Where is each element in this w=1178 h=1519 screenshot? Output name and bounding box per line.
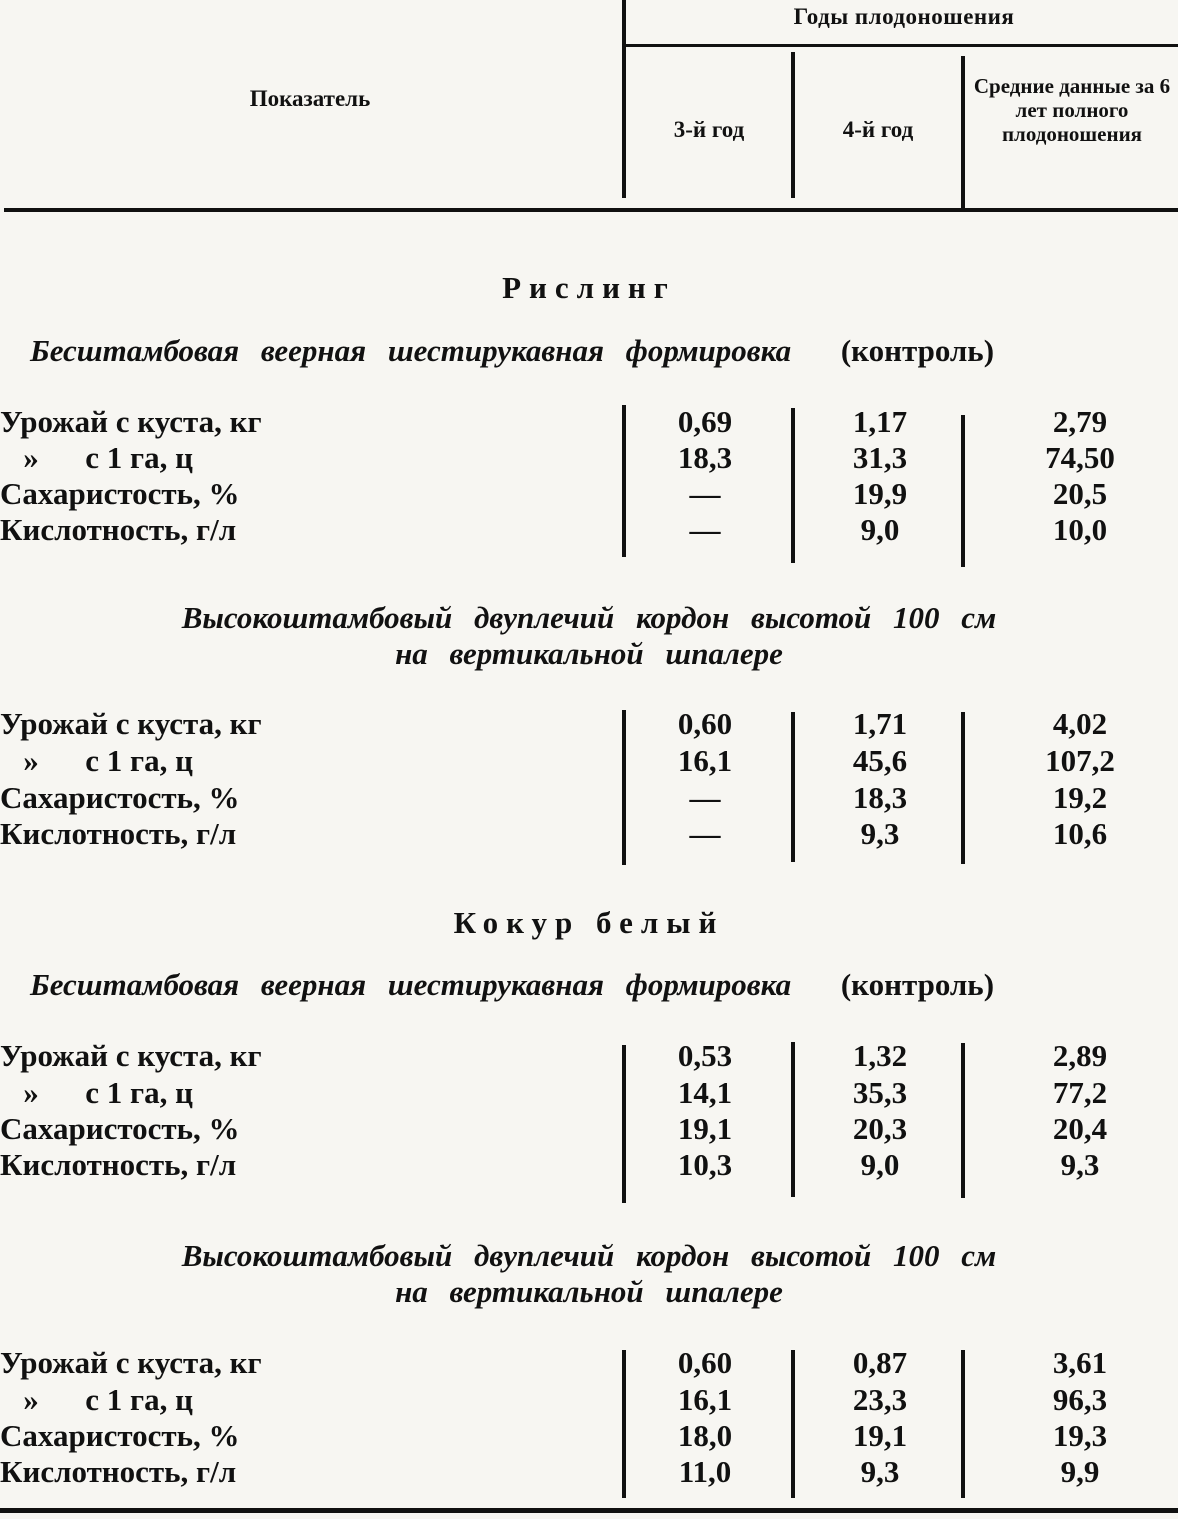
cell-average: 20,5 [1052,476,1108,511]
table-row [0,1454,1178,1490]
cell-average: 2,89 [1052,1038,1108,1073]
header-divider-2 [961,56,965,208]
cell-4th-year: 45,6 [852,743,908,778]
row-label: » с 1 га, ц [0,1382,193,1417]
table-row [0,816,1178,852]
cell-4th-year: 9,0 [860,1147,900,1182]
cell-4th-year: 19,1 [852,1418,908,1453]
row-label: Сахаристость, % [0,1418,240,1453]
subsection-title [30,967,1178,1003]
variety-title-riesling: Рислинг [502,270,676,305]
cell-3rd-year: 10,3 [677,1147,733,1182]
col-3rd-year-header: 3-й год [673,117,745,142]
subsection-title-suffix: (контроль) [840,333,995,368]
table-row [0,1345,1178,1381]
cell-4th-year: 1,32 [852,1038,908,1073]
cell-3rd-year: 19,1 [677,1111,733,1146]
header-subrule [624,44,1178,47]
row-label: Урожай с куста, кг [0,706,262,741]
cell-3rd-year: 0,69 [677,404,733,439]
table-row [0,743,1178,779]
row-label: Урожай с куста, кг [0,1038,262,1073]
table-row [0,1038,1178,1074]
cell-3rd-year: 16,1 [677,1382,733,1417]
table-bottom-rule [0,1508,1178,1513]
cell-3rd-year: — [689,780,721,815]
header-divider-1 [791,52,795,198]
row-label: Кислотность, г/л [0,1147,237,1182]
row-label: Урожай с куста, кг [0,1345,262,1380]
subsection-title [0,600,1178,672]
years-group-header: Годы плодоношения [793,4,1015,29]
table-row [0,404,1178,440]
cell-3rd-year: 18,3 [677,440,733,475]
subsection-title [30,333,1178,369]
variety-title-kokur: Кокур белый [453,905,725,940]
cell-average: 20,4 [1052,1111,1108,1146]
col-average-header: Средние данные за 6 лет полного плодоношения [973,74,1171,146]
cell-4th-year: 0,87 [852,1345,908,1380]
col-4th-year-header: 4-й год [842,117,914,142]
row-label: » с 1 га, ц [0,440,193,475]
table-row [0,476,1178,512]
cell-3rd-year: — [689,512,721,547]
cell-3rd-year: 0,60 [677,706,733,741]
table-row [0,1382,1178,1418]
row-label: Кислотность, г/л [0,816,237,851]
row-label: » с 1 га, ц [0,743,193,778]
cell-3rd-year: 0,53 [677,1038,733,1073]
subsection-title-text: Высокоштамбовый двуплечий кордон высотой 100 см [181,600,997,635]
cell-4th-year: 1,17 [852,404,908,439]
subsection-title-suffix: (контроль) [840,967,995,1002]
subsection-title-text: Бесштамбовая веерная шестирукавная формировка [30,333,792,368]
cell-4th-year: 20,3 [852,1111,908,1146]
cell-3rd-year: 18,0 [677,1418,733,1453]
subsection-title-text: Бесштамбовая веерная шестирукавная формировка [30,967,792,1002]
table-row [0,1075,1178,1111]
table-row [0,1147,1178,1183]
row-label: Урожай с куста, кг [0,404,262,439]
subsection-title-line2: на вертикальной шпалере [395,636,783,671]
cell-average: 107,2 [1045,743,1115,778]
cell-average: 9,3 [1060,1147,1100,1182]
row-label: Сахаристость, % [0,476,240,511]
table-row [0,512,1178,548]
cell-3rd-year: — [689,476,721,511]
table-row [0,780,1178,816]
cell-average: 2,79 [1052,404,1108,439]
cell-4th-year: 9,0 [860,512,900,547]
cell-average: 10,6 [1052,816,1108,851]
cell-4th-year: 18,3 [852,780,908,815]
subsection-title-text: Высокоштамбовый двуплечий кордон высотой 100 см [181,1238,997,1273]
indicator-header: Показатель [249,86,371,111]
cell-3rd-year: 11,0 [678,1454,732,1489]
cell-3rd-year: 14,1 [677,1075,733,1110]
cell-average: 19,2 [1052,780,1108,815]
cell-average: 96,3 [1052,1382,1108,1417]
cell-4th-year: 35,3 [852,1075,908,1110]
cell-average: 4,02 [1052,706,1108,741]
cell-4th-year: 9,3 [860,816,900,851]
row-label: Кислотность, г/л [0,512,237,547]
cell-4th-year: 1,71 [852,706,908,741]
cell-4th-year: 31,3 [852,440,908,475]
row-label: Сахаристость, % [0,1111,240,1146]
table-row [0,440,1178,476]
cell-average: 77,2 [1052,1075,1108,1110]
table-row [0,1418,1178,1454]
cell-average: 3,61 [1052,1345,1108,1380]
table-row [0,706,1178,742]
row-label: » с 1 га, ц [0,1075,193,1110]
cell-4th-year: 9,3 [860,1454,900,1489]
cell-3rd-year: 0,60 [677,1345,733,1380]
table-row [0,1111,1178,1147]
row-label: Кислотность, г/л [0,1454,237,1489]
cell-3rd-year: — [689,816,721,851]
header-divider-main [622,0,626,198]
cell-3rd-year: 16,1 [677,743,733,778]
cell-average: 19,3 [1052,1418,1108,1453]
header-bottom-rule [4,208,1178,212]
cell-average: 10,0 [1052,512,1108,547]
cell-average: 9,9 [1060,1454,1100,1489]
subsection-title [0,1238,1178,1310]
row-label: Сахаристость, % [0,780,240,815]
subsection-title-line2: на вертикальной шпалере [395,1274,783,1309]
cell-4th-year: 19,9 [852,476,908,511]
cell-4th-year: 23,3 [852,1382,908,1417]
cell-average: 74,50 [1045,440,1115,475]
